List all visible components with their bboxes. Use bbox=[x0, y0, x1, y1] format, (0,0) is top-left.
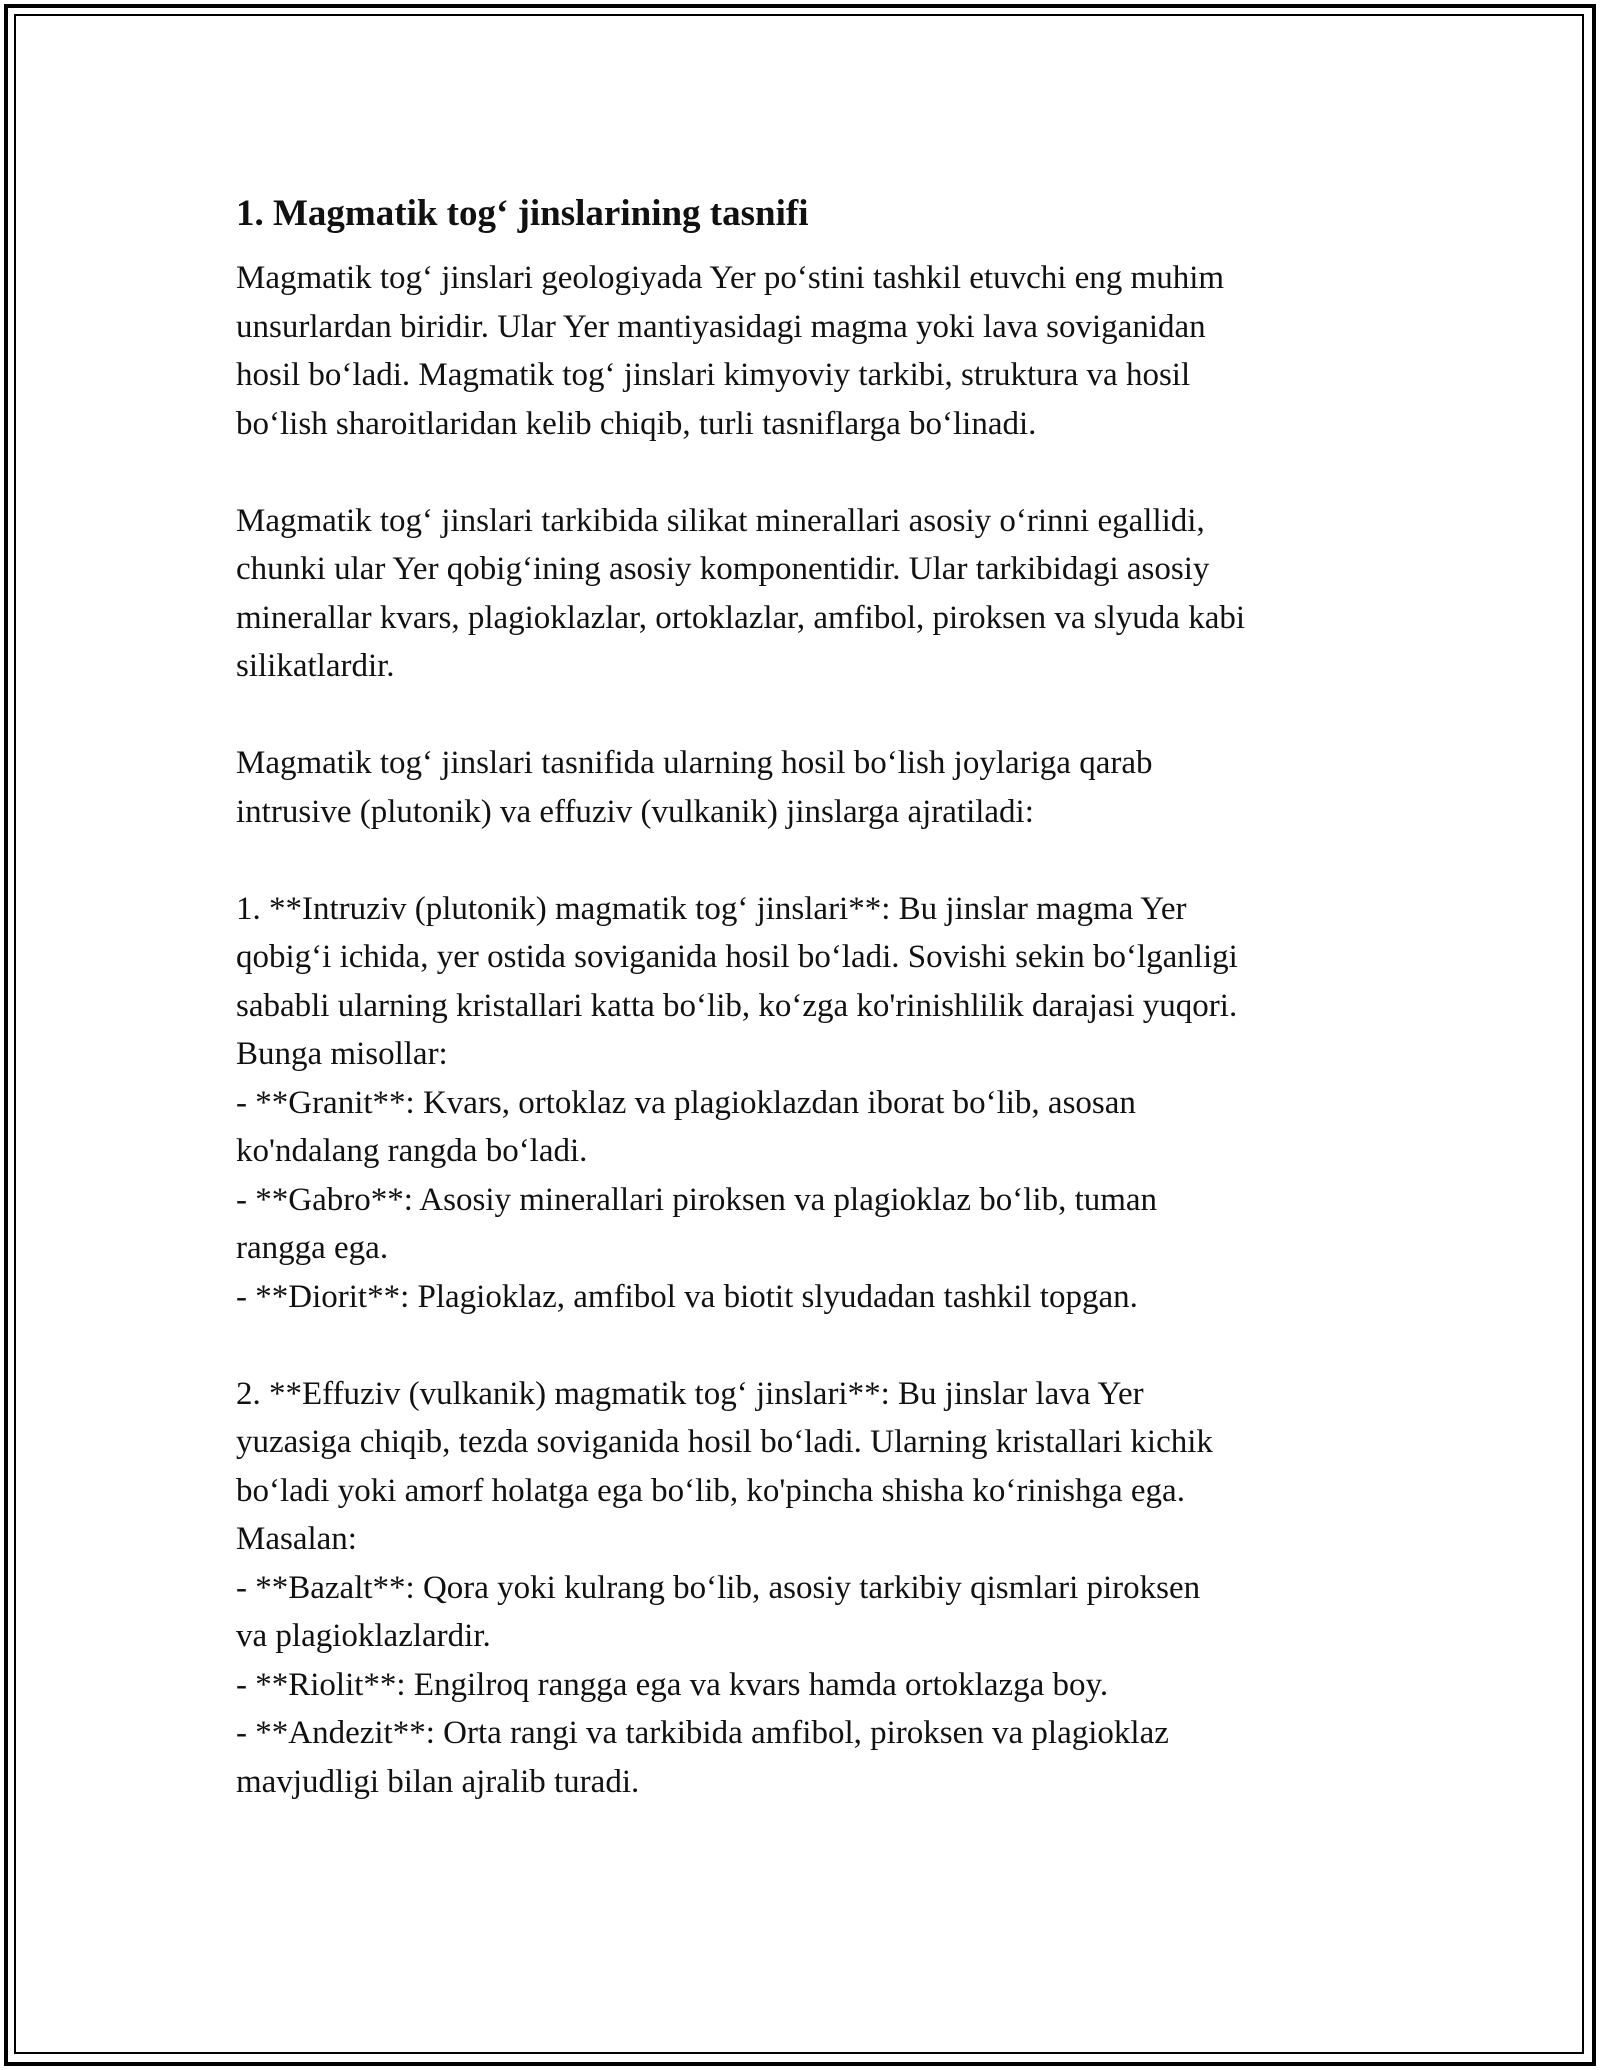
document-body bbox=[236, 186, 1376, 1806]
blank-line bbox=[236, 448, 1376, 497]
blank-line bbox=[236, 691, 1376, 740]
blank-line bbox=[236, 836, 1376, 885]
list-item-intrusive: 1. **Intruziv (plutonik) magmatik tog‘ jinslari**: Bu jinslar magma Yer qobig‘i ichida, yer ostida soviganida hosil bo‘ladi. Sovishi sekin bo‘lganligi sababli ularning kristallari katta bo‘lib, ko‘zga ko'rinishlilik darajasi yuqori. Bunga misollar: - **Granit**: Kvars, ortoklaz va plagioklazdan iborat bo‘lib, asosan ko'ndalang rangda bo‘ladi. - **Gabro**: Asosiy minerallari piroksen va plagioklaz bo‘lib, tuman rangga ega. - **Diorit**: Plagioklaz, amfibol va biotit slyudadan tashkil topgan. bbox=[236, 890, 1238, 1315]
paragraph-intro: Magmatik tog‘ jinslari geologiyada Yer po‘stini tashkil etuvchi eng muhim unsurlardan biridir. Ular Yer mantiyasidagi magma yoki lava soviganidan hosil bo‘ladi. Magmatik tog‘ jinslari kimyoviy tarkibi, struktura va hosil bo‘lish sharoitlaridan kelib chiqib, turli tasniflarga bo‘linadi. bbox=[236, 260, 1225, 442]
paragraph-silicates: Magmatik tog‘ jinslari tarkibida silikat minerallari asosiy o‘rinni egallidi, chunki ular Yer qobig‘ining asosiy komponentidir. Ular tarkibidagi asosiy minerallar kvars, plagioklazlar, ortoklazlar, amfibol, piroksen va slyuda kabi silikatlardir. bbox=[236, 502, 1246, 684]
paragraph-classification: Magmatik tog‘ jinslari tasnifida ularning hosil bo‘lish joylariga qarab intrusive (plutonik) va effuziv (vulkanik) jinslarga ajratiladi: bbox=[236, 745, 1153, 830]
blank-line bbox=[236, 1321, 1376, 1370]
list-item-effusive: 2. **Effuziv (vulkanik) magmatik tog‘ jinslari**: Bu jinslar lava Yer yuzasiga chiqib, tezda soviganida hosil bo‘ladi. Ularning kristallari kichik bo‘ladi yoki amorf holatga ega bo‘lib, ko'pincha shisha ko‘rinishga ega. Masalan: - **Bazalt**: Qora yoki kulrang bo‘lib, asosiy tarkibiy qismlari piroksen va plagioklazlardir. - **Riolit**: Engilroq rangga ega va kvars hamda ortoklazga boy. - **Andezit**: Orta rangi va tarkibida amfibol, piroksen va plagioklaz mavjudligi bilan ajralib turadi. bbox=[236, 1375, 1213, 1800]
document-title: 1. Magmatik tog‘ jinslarining tasnifi bbox=[236, 193, 809, 234]
